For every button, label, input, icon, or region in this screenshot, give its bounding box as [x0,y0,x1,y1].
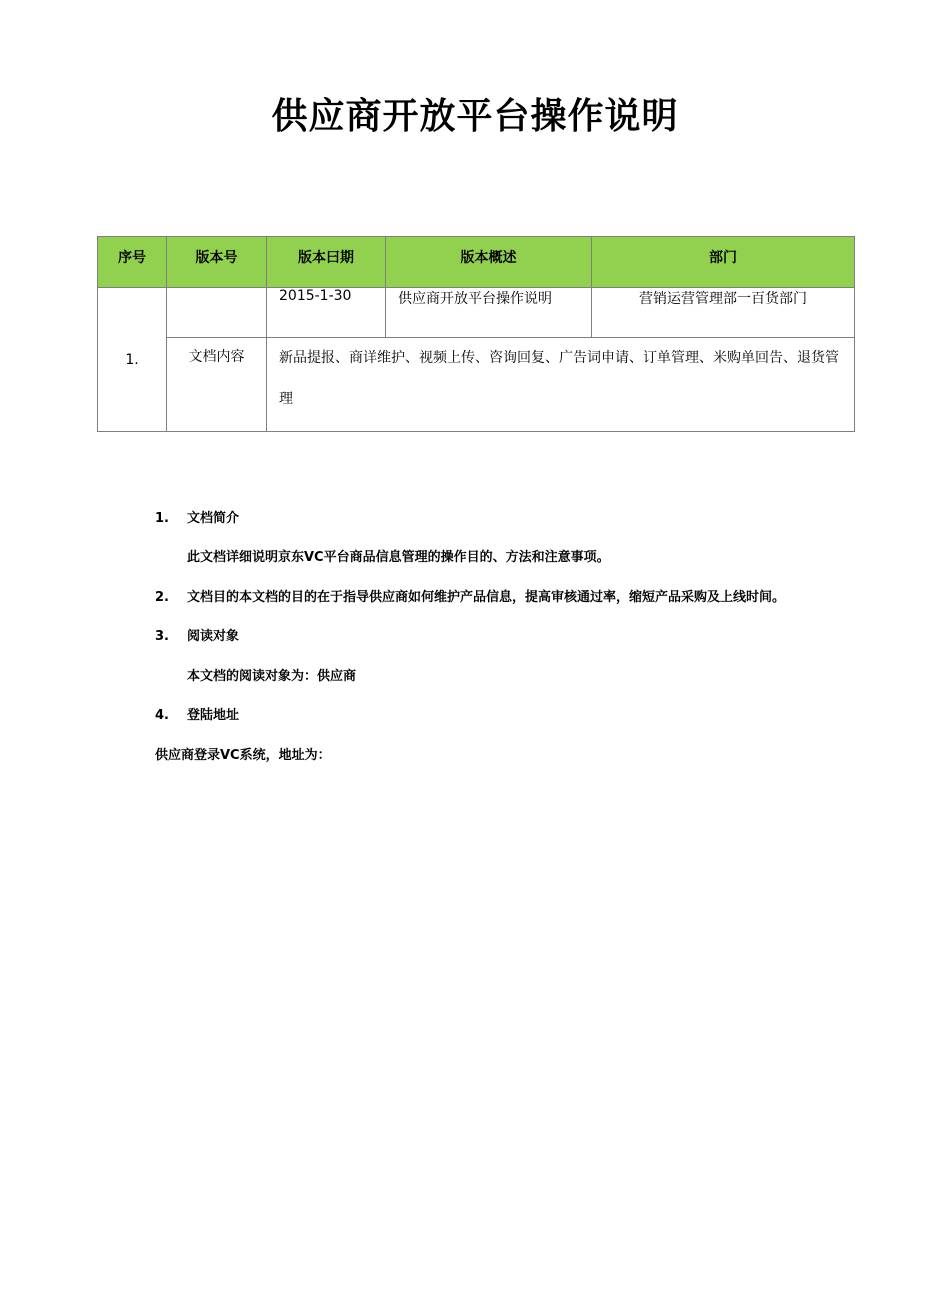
section-4-heading: 登陆地址 [187,708,240,723]
header-summary: 版本概述 [386,237,592,288]
table-row [98,338,855,432]
login-text: 供应商登录VC系统，地址为： [155,748,331,763]
cell-department: 营销运营管理部一百货部门 [592,288,855,338]
header-department: 部门 [592,237,855,288]
document-title: 供应商开放平台操作说明 [271,96,679,137]
cell-date: 2015-1-30 [267,288,386,338]
section-1-number: 1. [155,511,169,526]
cell-seq: 1. [98,288,167,432]
cell-version [167,288,267,338]
section-3-number: 3. [155,629,169,644]
header-version: 版本号 [167,237,267,288]
header-date: 版本曰期 [267,237,386,288]
header-seq: 序号 [98,237,167,288]
section-2-number: 2. [155,590,169,605]
section-1-body: 此文档详细说明京东VC平台商品信息管理的操作目的、方法和注意事项。 [187,550,610,565]
cell-content-text [267,338,855,432]
version-table [97,236,855,432]
cell-content-label: 文档内容 [167,338,267,432]
section-1-heading: 文档简介 [187,511,240,526]
section-2-heading: 文档目的本文档的目的在于指导供应商如何维护产品信息，提高审核通过率，缩短产品采购及上线时间。 [187,590,786,605]
table-header-row [98,237,855,288]
table-row [98,288,855,338]
section-3-heading: 阅读对象 [187,629,240,644]
section-4-number: 4. [155,708,169,723]
cell-summary: 供应商开放平台操作说明 [386,288,592,338]
content-text: 新品提报、商详维护、视频上传、咨询回复、广告词申请、订单管理、米购单回告、退货管理 [279,350,839,407]
section-3-body: 本文档的阅读对象为：供应商 [187,669,357,684]
